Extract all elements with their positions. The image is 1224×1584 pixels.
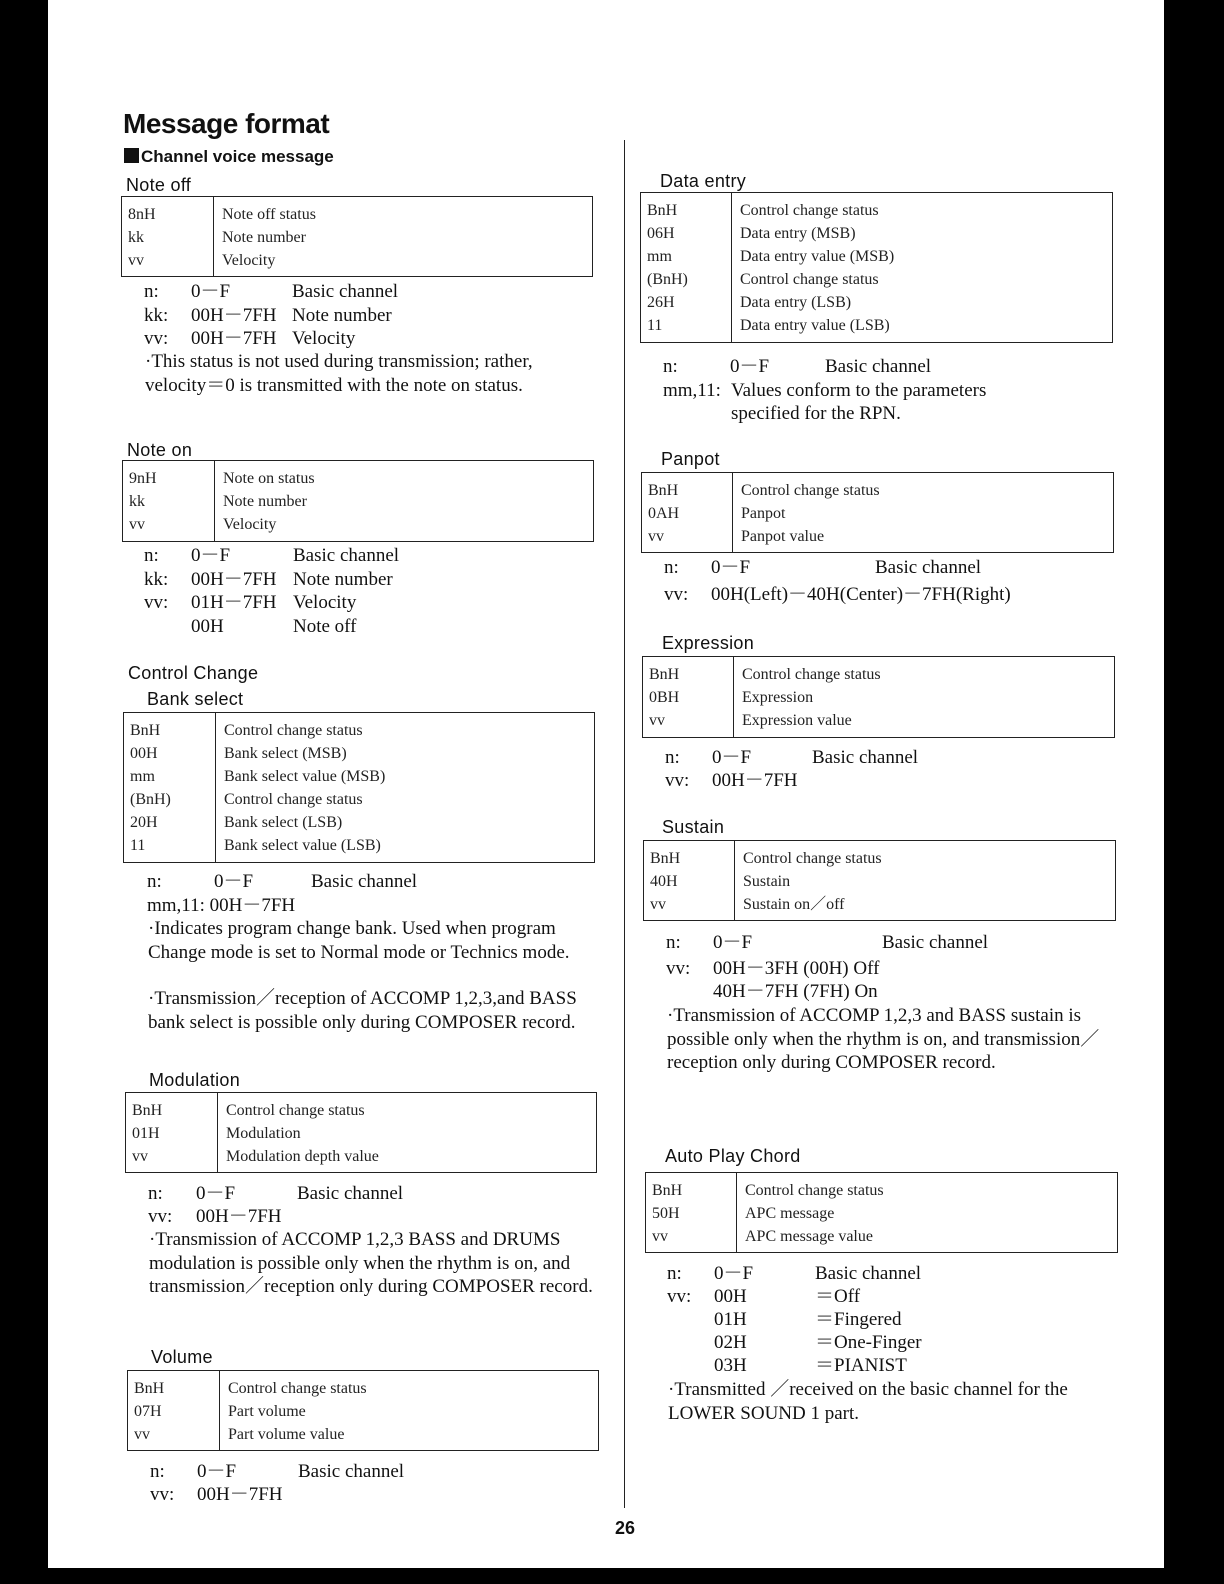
table-cell: BnH <box>652 1182 683 1199</box>
bank-select-descriptions <box>216 713 594 862</box>
table-cell: 00H <box>130 745 158 762</box>
param-key: n: <box>664 557 679 578</box>
param-range: 00H－7FH <box>196 1206 282 1227</box>
param-key: n: <box>144 545 159 566</box>
param-desc: Basic channel <box>815 1263 922 1284</box>
modulation-descriptions <box>218 1093 596 1172</box>
table-cell: (BnH) <box>647 271 688 288</box>
param-range: 0－F <box>196 1183 236 1204</box>
table-cell: 8nH <box>128 206 156 223</box>
table-cell: BnH <box>649 666 680 683</box>
table-cell: Expression <box>742 689 814 706</box>
param-desc: ＝Fingered <box>815 1309 902 1330</box>
expression-table <box>642 656 1115 738</box>
param-key: vv: <box>144 592 169 613</box>
param-range: 01H <box>714 1309 747 1330</box>
param-desc: Basic channel <box>293 545 400 566</box>
auto-play-chord-codes <box>646 1173 737 1252</box>
param-key: n: <box>666 932 681 953</box>
section-heading-text: Channel voice message <box>141 147 334 166</box>
table-cell: Control change status <box>740 271 879 288</box>
table-cell: Control change status <box>742 666 881 683</box>
auto-play-chord-descriptions <box>737 1173 1117 1252</box>
table-cell: Control change status <box>743 850 882 867</box>
param-range: 02H <box>714 1332 747 1353</box>
table-cell: Modulation depth value <box>226 1148 379 1165</box>
param-desc: Velocity <box>292 328 356 349</box>
table-cell: Control change status <box>228 1380 367 1397</box>
table-cell: BnH <box>648 482 679 499</box>
table-cell: vv <box>134 1426 150 1443</box>
control-change-heading: Control Change <box>128 663 259 683</box>
table-cell: 07H <box>134 1403 162 1420</box>
data-entry-codes <box>641 193 732 342</box>
table-cell: Part volume value <box>228 1426 345 1443</box>
param-range: 00H <box>191 616 224 637</box>
table-cell: Data entry value (LSB) <box>740 317 890 334</box>
table-cell: kk <box>128 229 144 246</box>
volume-table <box>127 1370 599 1451</box>
manual-page <box>48 0 1164 1568</box>
param-range: 0－F <box>191 281 231 302</box>
note-off-table <box>121 196 593 277</box>
param-key: n: <box>667 1263 682 1284</box>
param-range: 00H－7FH <box>712 770 798 791</box>
expression-codes <box>643 657 734 737</box>
note-off-heading: Note off <box>126 175 192 195</box>
modulation-table <box>125 1092 597 1173</box>
param-desc-continued: specified for the RPN. <box>731 403 901 424</box>
param-range: 00H <box>714 1286 747 1307</box>
table-cell: Panpot value <box>741 528 825 545</box>
param-desc: Basic channel <box>812 747 919 768</box>
table-cell: 40H <box>650 873 678 890</box>
sustain-table <box>643 840 1116 921</box>
table-cell: vv <box>648 528 664 545</box>
table-cell: vv <box>132 1148 148 1165</box>
table-cell: Data entry (LSB) <box>740 294 852 311</box>
auto-play-chord-table <box>645 1172 1118 1253</box>
table-cell: Control change status <box>224 722 363 739</box>
param-key: n: <box>663 356 678 377</box>
param-key: mm,11: <box>663 380 721 401</box>
panpot-descriptions <box>733 473 1113 552</box>
bank-select-codes <box>124 713 216 862</box>
table-cell: vv <box>129 516 145 533</box>
table-cell: BnH <box>647 202 678 219</box>
data-entry-table <box>640 192 1113 343</box>
sustain-remark: ·Transmission of ACCOMP 1,2,3 and BASS sustain is possible only when the rhythm is on, and transmission／reception only during COMPOSER record. <box>667 1005 1100 1073</box>
param-range: 00H－7FH <box>191 305 277 326</box>
table-cell: Note number <box>223 493 307 510</box>
table-cell: BnH <box>650 850 681 867</box>
table-cell: Data entry value (MSB) <box>740 248 895 265</box>
table-cell: Note number <box>222 229 306 246</box>
param-key: vv: <box>148 1206 173 1227</box>
param-range: 0－F <box>714 1263 754 1284</box>
param-range: 0－F <box>730 356 770 377</box>
table-cell: BnH <box>130 722 161 739</box>
param-range: 0－F <box>711 557 751 578</box>
table-cell: Data entry (MSB) <box>740 225 856 242</box>
table-cell: Panpot <box>741 505 786 522</box>
param-key: n: <box>665 747 680 768</box>
param-range: 00H－7FH <box>191 328 277 349</box>
table-cell: kk <box>129 493 145 510</box>
modulation-heading: Modulation <box>149 1070 241 1090</box>
table-cell: vv <box>649 712 665 729</box>
param-desc: Velocity <box>293 592 357 613</box>
expression-heading: Expression <box>662 633 755 653</box>
param-range: 03H <box>714 1355 747 1376</box>
param-range: 00H－7FH <box>191 569 277 590</box>
modulation-codes <box>126 1093 218 1172</box>
sustain-codes <box>644 841 735 920</box>
table-cell: 9nH <box>129 470 157 487</box>
param-key: vv: <box>664 584 689 605</box>
table-cell: vv <box>652 1228 668 1245</box>
table-cell: Control change status <box>224 791 363 808</box>
table-cell: Control change status <box>226 1102 365 1119</box>
square-bullet-icon <box>124 148 139 163</box>
note-on-codes <box>123 461 215 541</box>
param-key: kk: <box>144 305 169 326</box>
table-cell: Velocity <box>223 516 277 533</box>
table-cell: 20H <box>130 814 158 831</box>
table-cell: 0BH <box>649 689 680 706</box>
panpot-codes <box>642 473 733 552</box>
table-cell: BnH <box>134 1380 165 1397</box>
table-cell: (BnH) <box>130 791 171 808</box>
param-range: 0－F <box>191 545 231 566</box>
bank-select-heading: Bank select <box>147 689 244 709</box>
param-key: n: <box>150 1461 165 1482</box>
param-desc: ＝Off <box>815 1286 861 1307</box>
table-cell: 01H <box>132 1125 160 1142</box>
param-desc: Basic channel <box>292 281 399 302</box>
param-key: n: <box>144 281 159 302</box>
note-on-descriptions <box>215 461 593 541</box>
table-cell: Bank select (LSB) <box>224 814 343 831</box>
bank-select-remark-2: ·Transmission／reception of ACCOMP 1,2,3,and BASS bank select is possible only during COMPOSER record. <box>148 988 577 1033</box>
modulation-remark: ·Transmission of ACCOMP 1,2,3 BASS and DRUMS modulation is possible only when the rhythm is on, and transmission／reception only during COMPOSER record. <box>149 1229 593 1297</box>
table-cell: Expression value <box>742 712 852 729</box>
param-desc: Basic channel <box>298 1461 405 1482</box>
panpot-heading: Panpot <box>661 449 720 469</box>
column-divider <box>624 140 625 1508</box>
table-cell: vv <box>650 896 666 913</box>
note-off-remark: ·This status is not used during transmission; rather, velocity＝0 is transmitted with the note on status. <box>145 351 533 396</box>
param-desc: Basic channel <box>297 1183 404 1204</box>
param-key: vv: <box>665 770 690 791</box>
table-cell: APC message <box>745 1205 835 1222</box>
param-key: vv: <box>666 958 691 979</box>
expression-descriptions <box>734 657 1114 737</box>
param-desc: Basic channel <box>882 932 989 953</box>
note-off-descriptions <box>214 197 592 276</box>
note-off-codes <box>122 197 214 276</box>
bank-select-remark-1: ·Indicates program change bank. Used when program Change mode is set to Normal mode or Technics mode. <box>148 918 570 963</box>
table-cell: BnH <box>132 1102 163 1119</box>
table-cell: mm <box>647 248 672 265</box>
data-entry-heading: Data entry <box>660 171 747 191</box>
table-cell: vv <box>128 252 144 269</box>
param-desc: Values conform to the parameters <box>731 380 987 401</box>
param-key: vv: <box>150 1484 175 1505</box>
table-cell: mm <box>130 768 155 785</box>
table-cell: Control change status <box>741 482 880 499</box>
table-cell: Note off status <box>222 206 316 223</box>
panpot-table <box>641 472 1114 553</box>
table-cell: 11 <box>647 317 663 334</box>
table-cell: Control change status <box>745 1182 884 1199</box>
table-cell: Bank select value (MSB) <box>224 768 386 785</box>
auto-play-chord-heading: Auto Play Chord <box>665 1146 801 1166</box>
page-title: Message format <box>123 108 330 139</box>
table-cell: Modulation <box>226 1125 301 1142</box>
sustain-descriptions <box>735 841 1115 920</box>
page-number: 26 <box>615 1518 636 1538</box>
param-key: n: <box>148 1183 163 1204</box>
sustain-heading: Sustain <box>662 817 725 837</box>
table-cell: 0AH <box>648 505 680 522</box>
param-range: 0－F <box>214 871 254 892</box>
table-cell: Bank select (MSB) <box>224 745 347 762</box>
table-cell: 06H <box>647 225 675 242</box>
volume-codes <box>128 1371 220 1450</box>
param-desc: Note number <box>292 305 392 326</box>
auto-play-chord-remark: ·Transmitted ／received on the basic channel for the LOWER SOUND 1 part. <box>668 1379 1068 1424</box>
table-cell: 50H <box>652 1205 680 1222</box>
table-cell: 11 <box>130 837 146 854</box>
volume-descriptions <box>220 1371 598 1450</box>
param-key: vv: <box>667 1286 692 1307</box>
table-cell: Velocity <box>222 252 276 269</box>
param-range: 40H－7FH (7FH) On <box>713 981 878 1002</box>
param-key: n: <box>147 871 162 892</box>
param-range: 0－F <box>713 932 753 953</box>
note-on-heading: Note on <box>127 440 193 460</box>
param-desc: Note number <box>293 569 393 590</box>
param-key: vv: <box>144 328 169 349</box>
table-cell: Control change status <box>740 202 879 219</box>
param-range: 00H(Left)－40H(Center)－7FH(Right) <box>711 584 1011 605</box>
param-desc: Basic channel <box>311 871 418 892</box>
table-cell: APC message value <box>745 1228 873 1245</box>
volume-heading: Volume <box>151 1347 213 1367</box>
table-cell: Part volume <box>228 1403 306 1420</box>
param-range: 00H－3FH (00H) Off <box>713 958 880 979</box>
bank-select-table <box>123 712 595 863</box>
param-range: 01H－7FH <box>191 592 277 613</box>
param-range: 00H－7FH <box>197 1484 283 1505</box>
param-range: 0－F <box>712 747 752 768</box>
table-cell: Sustain on／off <box>743 896 845 913</box>
param-row: mm,11: 00H－7FH <box>147 895 296 916</box>
table-cell: Sustain <box>743 873 791 890</box>
param-desc: Note off <box>293 616 357 637</box>
param-range: 0－F <box>197 1461 237 1482</box>
note-on-table <box>122 460 594 542</box>
table-cell: Bank select value (LSB) <box>224 837 381 854</box>
param-key: kk: <box>144 569 169 590</box>
table-cell: Note on status <box>223 470 315 487</box>
param-desc: Basic channel <box>825 356 932 377</box>
param-desc: Basic channel <box>875 557 982 578</box>
table-cell: 26H <box>647 294 675 311</box>
param-desc: ＝PIANIST <box>815 1355 907 1376</box>
param-desc: ＝One-Finger <box>815 1332 922 1353</box>
section-heading <box>124 147 334 167</box>
data-entry-descriptions <box>732 193 1112 342</box>
